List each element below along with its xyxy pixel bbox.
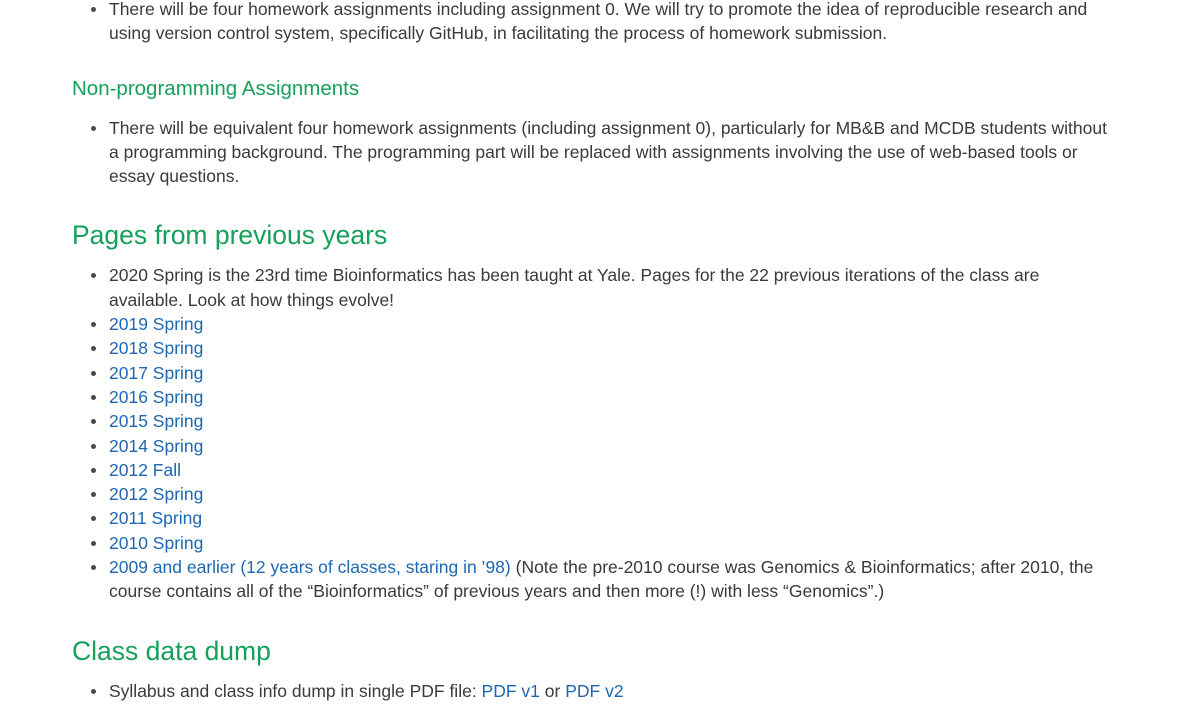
earlier-note: (Note the pre-2010 course was Genomics & Bioinformatics; after 2010, the course contains all of the “Bioinformatics” of previous years and then more (!) with less “Genomics”.) <box>109 557 1094 602</box>
list-item <box>109 434 1112 458</box>
link-2012-fall[interactable]: 2012 Fall <box>109 459 181 480</box>
link-2009-and-earlier[interactable]: 2009 and earlier (12 years of classes, staring in ’98) <box>109 557 511 578</box>
pdf-v2-link[interactable]: PDF v2 <box>565 680 624 701</box>
list-item <box>109 531 1112 555</box>
pdf-v1-link[interactable]: PDF v1 <box>481 680 540 701</box>
link-2015-spring[interactable]: 2015 Spring <box>109 411 204 432</box>
homework-list <box>72 0 1112 46</box>
list-item <box>109 409 1112 433</box>
link-2018-spring[interactable]: 2018 Spring <box>109 338 204 359</box>
link-2011-spring[interactable]: 2011 Spring <box>109 508 203 529</box>
class-data-text: Syllabus and class info dump in single PDF file: <box>109 680 482 701</box>
list-item: There will be four homework assignments including assignment 0. We will try to promote the idea of reproducible research and using version control system, specifically GitHub, in facilitating the process of homework submission. <box>109 0 1112 46</box>
class-data-heading: Class data dump <box>72 635 271 666</box>
non-programming-heading: Non-programming Assignments <box>72 76 360 100</box>
list-item <box>109 361 1112 385</box>
link-2012-spring[interactable]: 2012 Spring <box>109 484 204 505</box>
page-content <box>72 0 1112 703</box>
class-data-list <box>72 679 1112 703</box>
list-item <box>109 336 1112 360</box>
list-item: 2020 Spring is the 23rd time Bioinformatics has been taught at Yale. Pages for the 22 previous iterations of the class are available. Look at how things evolve! <box>109 263 1112 312</box>
list-item: There will be equivalent four homework assignments (including assignment 0), particularly for MB&B and MCDB students without a programming background. The programming part will be replaced with assignments involving the use of web-based tools or essay questions. <box>109 116 1112 189</box>
list-item <box>109 482 1112 506</box>
or-text: or <box>539 680 566 701</box>
link-2014-spring[interactable]: 2014 Spring <box>109 435 204 456</box>
list-item <box>109 385 1112 409</box>
list-item <box>109 679 1112 703</box>
list-item <box>109 458 1112 482</box>
previous-years-list <box>72 263 1112 603</box>
list-item <box>109 312 1112 336</box>
list-item <box>109 555 1112 604</box>
non-programming-list <box>72 116 1112 189</box>
link-2017-spring[interactable]: 2017 Spring <box>109 362 204 383</box>
list-item <box>109 506 1112 530</box>
link-2016-spring[interactable]: 2016 Spring <box>109 386 204 407</box>
link-2019-spring[interactable]: 2019 Spring <box>109 314 204 335</box>
previous-years-heading: Pages from previous years <box>72 220 388 251</box>
link-2010-spring[interactable]: 2010 Spring <box>109 532 204 553</box>
